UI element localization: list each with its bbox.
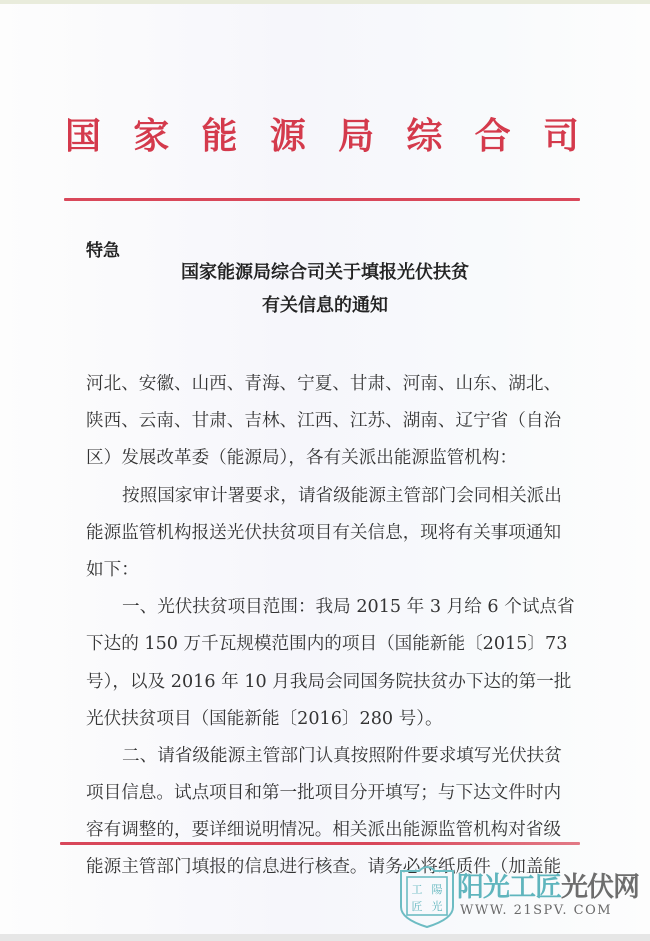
document-title-line-2: 有关信息的通知: [262, 295, 388, 316]
body-line: 能源主管部门填报的信息进行核查。请务必将纸质件（加盖能: [86, 857, 562, 878]
body-line: 号），以及 2016 年 10 月我局会同国务院扶贫办下达的第一批: [86, 671, 572, 692]
body-line: 光伏扶贫项目（国能新能〔2016〕280 号）。: [86, 708, 443, 729]
body-line: 按照国家审计署要求，请省级能源主管部门会同相关派出: [122, 485, 562, 506]
document-title-line-1: 国家能源局综合司关于填报光伏扶贫: [181, 262, 469, 283]
document-body: [86, 366, 596, 887]
watermark-brand: [457, 865, 639, 904]
body-line: 如下：: [86, 559, 139, 580]
body-line: 陕西、云南、甘肃、吉林、江西、江苏、湖南、辽宁省（自治: [86, 411, 562, 432]
footer-red-rule: [60, 842, 580, 845]
watermark-brand-part2: 光伏网: [561, 872, 639, 903]
masthead-char: 能: [201, 114, 238, 157]
body-line: 河北、安徽、山西、青海、宁夏、甘肃、河南、山东、湖北、: [86, 374, 562, 394]
body-line: 项目信息。试点项目和第一批项目分开填写；与下达文件时内: [86, 783, 562, 804]
urgency-label: 特急: [86, 241, 120, 261]
bottom-edge: [0, 934, 650, 941]
masthead-char: 局: [338, 114, 375, 157]
body-line: 一、光伏扶贫项目范围：我局 2015 年 3 月给 6 个试点省: [122, 597, 575, 618]
masthead-char: 合: [474, 114, 511, 157]
body-line: 区）发展改革委（能源局），各有关派出能源监管机构：: [86, 448, 518, 469]
watermark-brand-part1: 阳光工匠: [457, 872, 561, 903]
svg-text:工: 工: [411, 883, 423, 896]
watermark-url: WWW. 21SPV. COM: [460, 903, 613, 918]
masthead-char: 源: [269, 114, 306, 157]
masthead-char: 国: [64, 114, 101, 157]
svg-text:光: 光: [431, 900, 443, 913]
masthead-red-rule: [64, 198, 580, 201]
site-watermark: [397, 863, 642, 933]
svg-text:匠: 匠: [411, 900, 423, 913]
body-line: 下达的 150 万千瓦规模范围内的项目（国能新能〔2015〕73: [86, 634, 568, 655]
masthead-char: 综: [406, 114, 443, 157]
svg-text:陽: 陽: [431, 883, 443, 896]
body-line: 容有调整的，要详细说明情况。相关派出能源监管机构对省级: [86, 820, 562, 841]
masthead-char: 司: [542, 114, 579, 157]
shield-logo-icon: [397, 863, 457, 933]
body-line: 二、请省级能源主管部门认真按照附件要求填写光伏扶贫: [122, 745, 562, 766]
masthead-char: 家: [133, 114, 170, 157]
body-line: 能源监管机构报送光伏扶贫项目有关信息，现将有关事项通知: [86, 522, 562, 543]
masthead-issuer: [62, 108, 582, 158]
